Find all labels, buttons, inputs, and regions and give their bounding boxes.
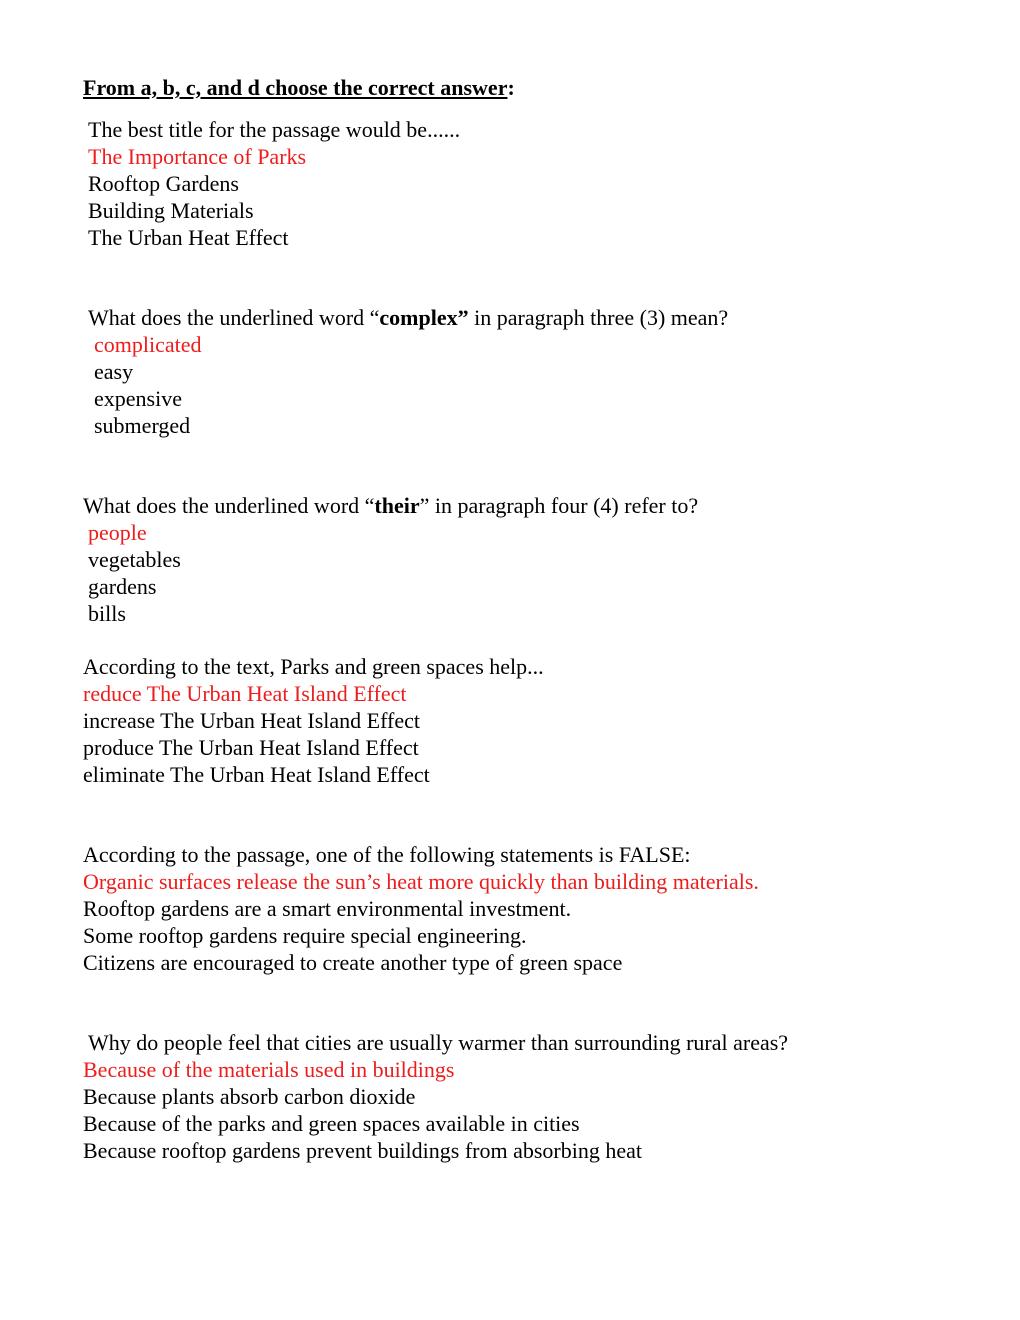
question-3-option-d: bills <box>88 601 126 626</box>
instructions-heading-colon: : <box>507 75 515 100</box>
question-1-option-b: Rooftop Gardens <box>88 171 239 196</box>
question-3-prompt-after: ” in paragraph four (4) refer to? <box>419 493 699 518</box>
question-2-option-b: easy <box>94 359 134 384</box>
question-5-option-d: Citizens are encouraged to create another type of green space <box>83 950 623 975</box>
instructions-heading-text: From a, b, c, and d choose the correct answer <box>83 75 508 100</box>
question-4-option-c: produce The Urban Heat Island Effect <box>83 735 419 760</box>
question-4-option-a: reduce The Urban Heat Island Effect <box>83 681 407 706</box>
question-5-prompt: According to the passage, one of the following statements is FALSE: <box>83 842 691 867</box>
question-2-option-c: expensive <box>94 386 182 411</box>
question-6-option-c: Because of the parks and green spaces available in cities <box>83 1111 580 1136</box>
question-6-option-d: Because rooftop gardens prevent buildings from absorbing heat <box>83 1138 643 1163</box>
question-1-option-c: Building Materials <box>88 198 254 223</box>
question-3-option-a: people <box>88 520 147 545</box>
question-6-option-b: Because plants absorb carbon dioxide <box>83 1084 416 1109</box>
question-3-option-c: gardens <box>88 574 157 599</box>
question-2-prompt-after: in paragraph three (3) mean? <box>468 305 729 330</box>
question-6-option-a: Because of the materials used in buildings <box>83 1057 455 1082</box>
question-3-option-b: vegetables <box>88 547 181 572</box>
question-1-option-a: The Importance of Parks <box>88 144 307 169</box>
question-2 <box>88 304 728 439</box>
question-6-prompt: Why do people feel that cities are usually warmer than surrounding rural areas? <box>88 1030 789 1055</box>
question-5 <box>83 841 759 976</box>
question-4-option-d: eliminate The Urban Heat Island Effect <box>83 762 430 787</box>
question-3 <box>83 492 698 627</box>
question-5-option-b: Rooftop gardens are a smart environmental investment. <box>83 896 572 921</box>
question-5-option-c: Some rooftop gardens require special engineering. <box>83 923 527 948</box>
question-2-prompt-term: complex” <box>379 305 469 330</box>
instructions-heading <box>83 75 515 101</box>
question-2-prompt <box>88 304 728 331</box>
question-2-option-d: submerged <box>94 413 191 438</box>
question-4-prompt: According to the text, Parks and green spaces help... <box>83 654 544 679</box>
question-3-prompt-term: their <box>374 493 420 518</box>
question-1-prompt: The best title for the passage would be...... <box>88 117 461 142</box>
question-2-option-a: complicated <box>94 332 202 357</box>
question-4-option-b: increase The Urban Heat Island Effect <box>83 708 420 733</box>
question-3-prompt-before: What does the underlined word “ <box>83 493 375 518</box>
question-1 <box>88 116 460 251</box>
question-5-option-a: Organic surfaces release the sun’s heat more quickly than building materials. <box>83 869 759 894</box>
question-4 <box>83 653 544 788</box>
question-1-option-d: The Urban Heat Effect <box>88 225 289 250</box>
question-2-prompt-before: What does the underlined word “ <box>88 305 380 330</box>
question-6 <box>83 1029 788 1164</box>
question-3-prompt <box>83 492 698 519</box>
